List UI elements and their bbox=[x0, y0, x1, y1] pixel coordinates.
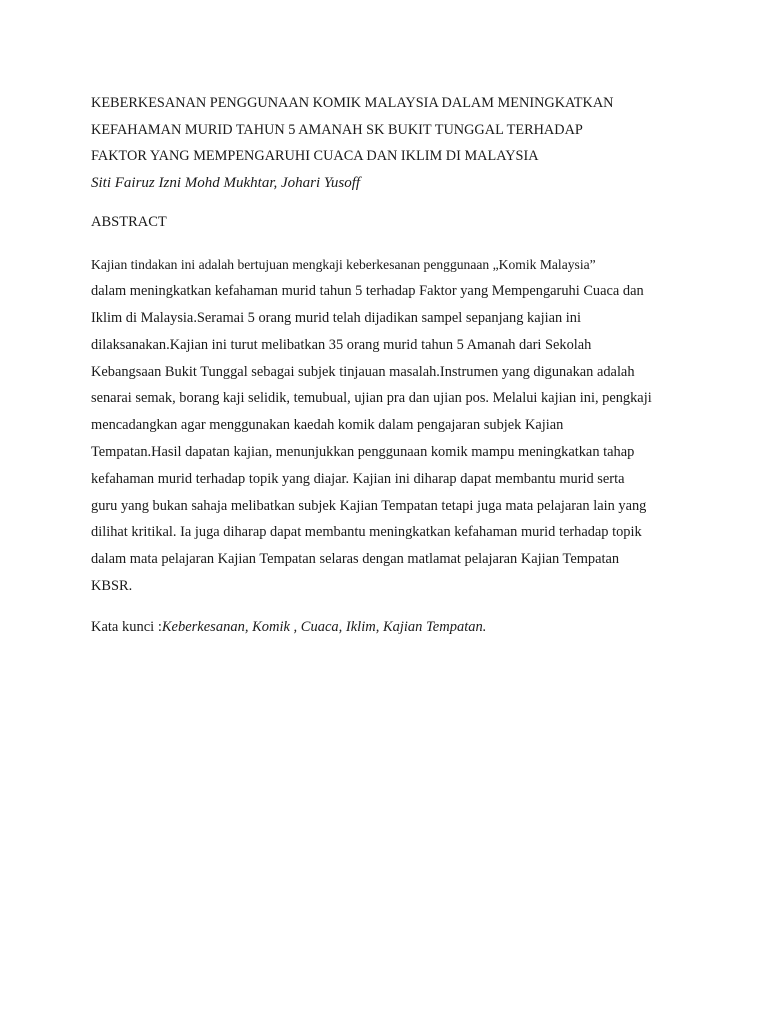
abstract-line: kefahaman murid terhadap topik yang diajar. Kajian ini diharap dapat membantu murid serta bbox=[91, 470, 625, 487]
abstract-heading: ABSTRACT bbox=[91, 213, 167, 230]
paper-title bbox=[91, 90, 681, 170]
abstract-line: KBSR. bbox=[91, 578, 133, 595]
abstract-line: Kajian tindakan ini adalah bertujuan mengkaji keberkesanan penggunaan „Komik Malaysia” bbox=[91, 256, 596, 272]
paper-title-line: KEFAHAMAN MURID TAHUN 5 AMANAH SK BUKIT TUNGGAL TERHADAP bbox=[91, 121, 583, 138]
abstract-line: Kebangsaan Bukit Tunggal sebagai subjek tinjauan masalah.Instrumen yang digunakan adalah bbox=[91, 363, 635, 380]
document-content bbox=[91, 90, 681, 638]
abstract-line: mencadangkan agar menggunakan kaedah komik dalam pengajaran subjek Kajian bbox=[91, 417, 564, 434]
keywords-label: Kata kunci : bbox=[91, 618, 162, 635]
abstract-line: senarai semak, borang kaji selidik, temubual, ujian pra dan ujian pos. Melalui kajian ini, pengkaji bbox=[91, 390, 652, 407]
abstract-line: Tempatan.Hasil dapatan kajian, menunjukkan penggunaan komik mampu meningkatkan tahap bbox=[91, 444, 635, 461]
abstract-line: dilihat kritikal. Ia juga diharap dapat membantu meningkatkan kefahaman murid terhadap topik bbox=[91, 524, 642, 541]
keywords-values: Keberkesanan, Komik , Cuaca, Iklim, Kajian Tempatan. bbox=[161, 618, 487, 635]
abstract-line: guru yang bukan sahaja melibatkan subjek Kajian Tempatan tetapi juga mata pelajaran lain yang bbox=[91, 497, 647, 514]
paper-title-line: KEBERKESANAN PENGGUNAAN KOMIK MALAYSIA DALAM MENINGKATKAN bbox=[91, 95, 614, 111]
abstract-line: Iklim di Malaysia.Seramai 5 orang murid telah dijadikan sampel sepanjang kajian ini bbox=[91, 310, 581, 327]
paper-authors: Siti Fairuz Izni Mohd Mukhtar, Johari Yusoff bbox=[91, 174, 361, 191]
abstract-line: dalam mata pelajaran Kajian Tempatan selaras dengan matlamat pelajaran Kajian Tempatan bbox=[91, 551, 620, 568]
keywords bbox=[91, 616, 681, 638]
abstract-line: dilaksanakan.Kajian ini turut melibatkan 35 orang murid tahun 5 Amanah dari Sekolah bbox=[91, 336, 592, 353]
abstract-body bbox=[91, 252, 681, 600]
abstract-line: dalam meningkatkan kefahaman murid tahun 5 terhadap Faktor yang Mempengaruhi Cuaca dan bbox=[91, 283, 644, 300]
paper-title-line: FAKTOR YANG MEMPENGARUHI CUACA DAN IKLIM DI MALAYSIA bbox=[91, 148, 539, 164]
